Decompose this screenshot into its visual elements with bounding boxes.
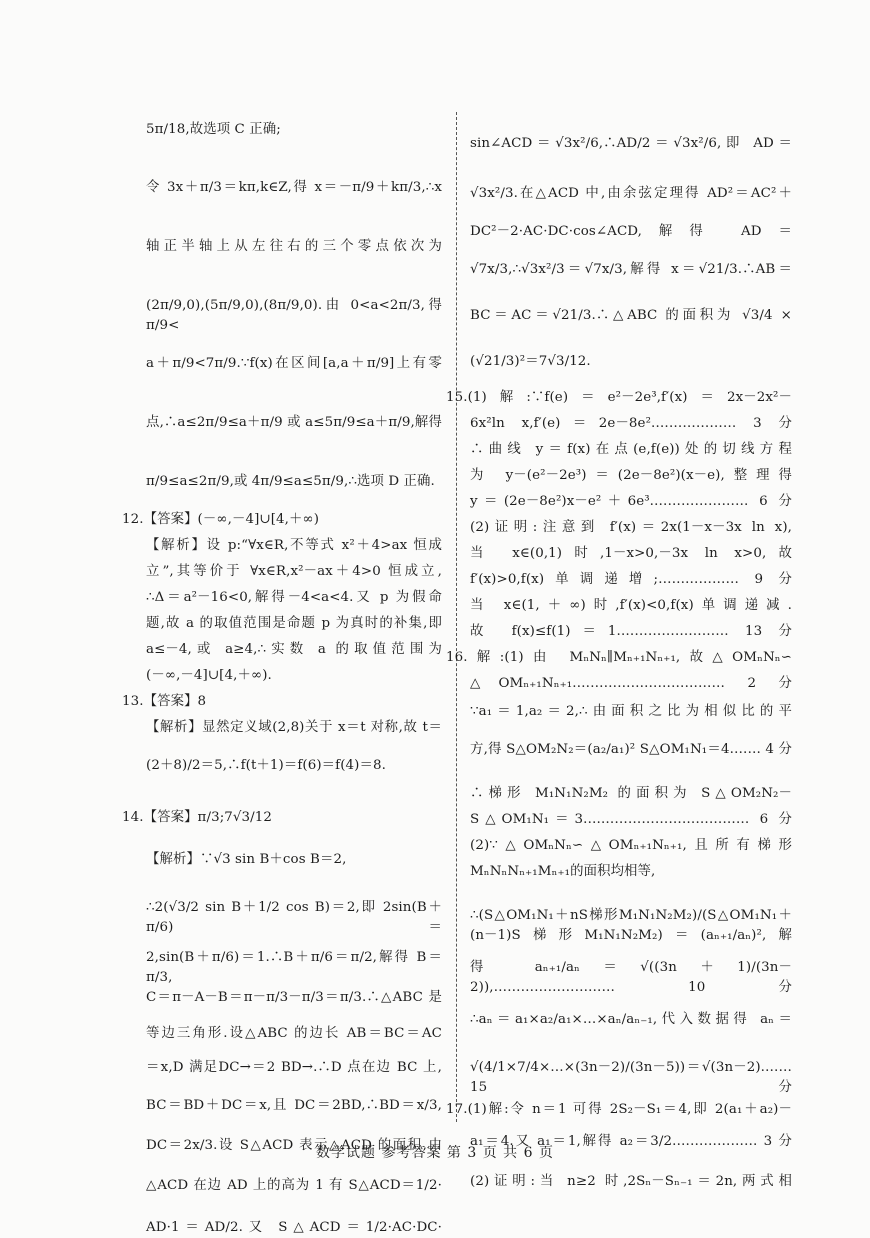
text-line: 12.【答案】(－∞,－4]∪[4,＋∞) bbox=[122, 512, 320, 527]
text-line: ∴Δ＝a²－16<0,解得－4<a<4.又 p 为假命 bbox=[146, 590, 442, 605]
text-line: 令 3x＋π/3＝kπ,k∈Z,得 x＝－π/9＋kπ/3,∴x bbox=[146, 180, 442, 195]
text-line: 为 y－(e²－2e³)＝(2e－8e²)(x－e),整理得 bbox=[470, 468, 792, 483]
text-line: 17.(1)解:令 n＝1 可得 2S₂－S₁＝4,即 2(a₁＋a₂)－ bbox=[446, 1102, 792, 1117]
text-line: a＋π/9<7π/9.∵f(x)在区间[a,a＋π/9]上有零 bbox=[146, 356, 442, 371]
text-line: △ACD 在边 AD 上的高为 1 有 S△ACD＝1/2· bbox=[146, 1178, 442, 1193]
text-line: BC＝BD＋DC＝x,且 DC＝2BD,∴BD＝x/3, bbox=[146, 1098, 442, 1113]
text-line: 【解析】设 p:“∀x∈R,不等式 x²＋4>ax 恒成 bbox=[146, 538, 442, 553]
text-line: (2)证明:当 n≥2 时,2Sₙ－Sₙ₋₁＝2n,两式相 bbox=[470, 1174, 792, 1189]
text-line: 轴正半轴上从左往右的三个零点依次为 bbox=[146, 239, 442, 254]
text-line: 当 x∈(1,＋∞)时,f′(x)<0,f(x)单调递减. bbox=[470, 598, 792, 613]
text-line: ∴(S△OM₁N₁＋nS梯形M₁N₁N₂M₂)/(S△OM₁N₁＋(n－1)S梯形M₁N₁N₂M₂)＝(aₙ₊₁/aₙ)²,解 bbox=[470, 908, 792, 943]
text-line: 2,sin(B＋π/6)＝1.∴B＋π/6＝π/2,解得 B＝π/3, bbox=[146, 950, 442, 985]
text-line: ＝x,D 满足DC→＝2 BD→.∴D 点在边 BC 上, bbox=[146, 1060, 442, 1075]
text-line: ∴2(√3/2 sin B＋1/2 cos B)＝2,即 2sin(B＋π/6)＝ bbox=[146, 900, 442, 935]
text-line: C＝π－A－B＝π－π/3－π/3＝π/3.∴△ABC 是 bbox=[146, 990, 442, 1005]
text-line: 得 aₙ₊₁/aₙ＝√((3n＋1)/(3n－2)),……………………… 10 分 bbox=[470, 960, 792, 995]
text-line: 5π/18,故选项 C 正确; bbox=[146, 122, 281, 137]
text-line: ∴梯形 M₁N₁N₂M₂ 的面积为 S△OM₂N₂－ bbox=[470, 786, 792, 801]
page-footer: 数学试题 参考答案 第 3 页 共 6 页 bbox=[316, 1145, 554, 1161]
text-line: ∴aₙ＝a₁×a₂/a₁×…×aₙ/aₙ₋₁,代入数据得 aₙ＝ bbox=[470, 1012, 792, 1027]
text-line: 【解析】显然定义域(2,8)关于 x＝t 对称,故 t＝ bbox=[146, 720, 442, 735]
text-line: △OMₙ₊₁Nₙ₊₁.…………………………… 2 分 bbox=[470, 676, 792, 691]
text-line: ∵a₁＝1,a₂＝2,∴由面积之比为相似比的平 bbox=[470, 704, 792, 719]
text-line: 等边三角形.设△ABC 的边长 AB＝BC＝AC bbox=[146, 1026, 442, 1041]
text-line: (√21/3)²＝7√3/12. bbox=[470, 354, 591, 369]
text-line: 方,得 S△OM₂N₂＝(a₂/a₁)² S△OM₁N₁＝4.…… 4 分 bbox=[470, 742, 792, 757]
text-line: 13.【答案】8 bbox=[122, 694, 207, 709]
text-line: DC²－2·AC·DC·cos∠ACD,解得 AD＝ bbox=[470, 224, 792, 239]
text-line: 15.(1)解:∵f(e)＝e²－2e³,f′(x)＝2x－2x²－ bbox=[446, 390, 792, 405]
text-line: DC＝2x/3.设 S△ACD 表示△ACD 的面积,由 bbox=[146, 1138, 442, 1153]
text-line: ∴曲线 y＝f(x)在点(e,f(e))处的切线方程 bbox=[470, 442, 792, 457]
text-line: 16.解:(1)由 MₙNₙ∥Mₙ₊₁Nₙ₊₁,故△OMₙNₙ∽ bbox=[446, 650, 792, 665]
text-line: √(4/1×7/4×…×(3n－2)/(3n－5))＝√(3n－2).…… 15 分 bbox=[470, 1060, 792, 1095]
text-line: BC＝AC＝√21/3.∴△ABC 的面积为 √3/4 × bbox=[470, 308, 792, 323]
text-line: f′(x)>0,f(x)单调递增;……………… 9 分 bbox=[470, 572, 792, 587]
text-line: (－∞,－4]∪[4,＋∞). bbox=[146, 668, 272, 683]
text-line: 当 x∈(0,1)时,1－x>0,－3x ln x>0,故 bbox=[470, 546, 792, 561]
text-line: MₙNₙNₙ₊₁Mₙ₊₁的面积均相等, bbox=[470, 864, 656, 879]
text-line: π/9≤a≤2π/9,或 4π/9≤a≤5π/9,∴选项 D 正确. bbox=[146, 474, 435, 489]
text-line: 故 f(x)≤f(1)＝1.…………………… 13 分 bbox=[470, 624, 792, 639]
text-line: S△OM₁N₁＝3.……………………………… 6 分 bbox=[470, 812, 792, 827]
text-line: (2π/9,0),(5π/9,0),(8π/9,0).由 0<a<2π/3,得 π/9< bbox=[146, 298, 442, 333]
text-line: a≤－4,或 a≥4,∴实数 a 的取值范围为 bbox=[146, 642, 442, 657]
column-divider bbox=[456, 112, 457, 1122]
text-line: a₁＝4.又 a₁＝1,解得 a₂＝3/2.……………… 3 分 bbox=[470, 1134, 792, 1149]
text-line: 立”,其等价于 ∀x∈R,x²－ax＋4>0 恒成立, bbox=[146, 564, 442, 579]
text-line: (2＋8)/2＝5,∴f(t＋1)＝f(6)＝f(4)＝8. bbox=[146, 758, 386, 773]
text-line: 题,故 a 的取值范围是命题 p 为真时的补集,即 bbox=[146, 616, 442, 631]
text-line: sin∠ACD＝√3x²/6,∴AD/2＝√3x²/6,即 AD＝ bbox=[470, 136, 792, 151]
text-line: (2)∵△OMₙNₙ∽△OMₙ₊₁Nₙ₊₁,且所有梯形 bbox=[470, 838, 792, 853]
text-line: 点,∴a≤2π/9≤a＋π/9 或 a≤5π/9≤a＋π/9,解得 bbox=[146, 415, 442, 430]
text-line: √7x/3,∴√3x²/3＝√7x/3,解得 x＝√21/3.∴AB＝ bbox=[470, 262, 792, 277]
text-line: 14.【答案】π/3;7√3/12 bbox=[122, 810, 273, 825]
text-line: AD·1＝AD/2.又 S△ACD＝1/2·AC·DC· bbox=[146, 1220, 442, 1235]
text-line: 6x²ln x,f′(e)＝2e－8e².……………… 3 分 bbox=[470, 416, 792, 431]
text-line: y＝(2e－8e²)x－e²＋6e³.………………… 6 分 bbox=[470, 494, 792, 509]
text-line: √3x²/3.在△ACD 中,由余弦定理得 AD²＝AC²＋ bbox=[470, 186, 792, 201]
text-line: (2)证明:注意到 f′(x)＝2x(1－x－3x ln x), bbox=[470, 520, 792, 535]
text-line: 【解析】∵√3 sin B＋cos B＝2, bbox=[146, 852, 347, 867]
